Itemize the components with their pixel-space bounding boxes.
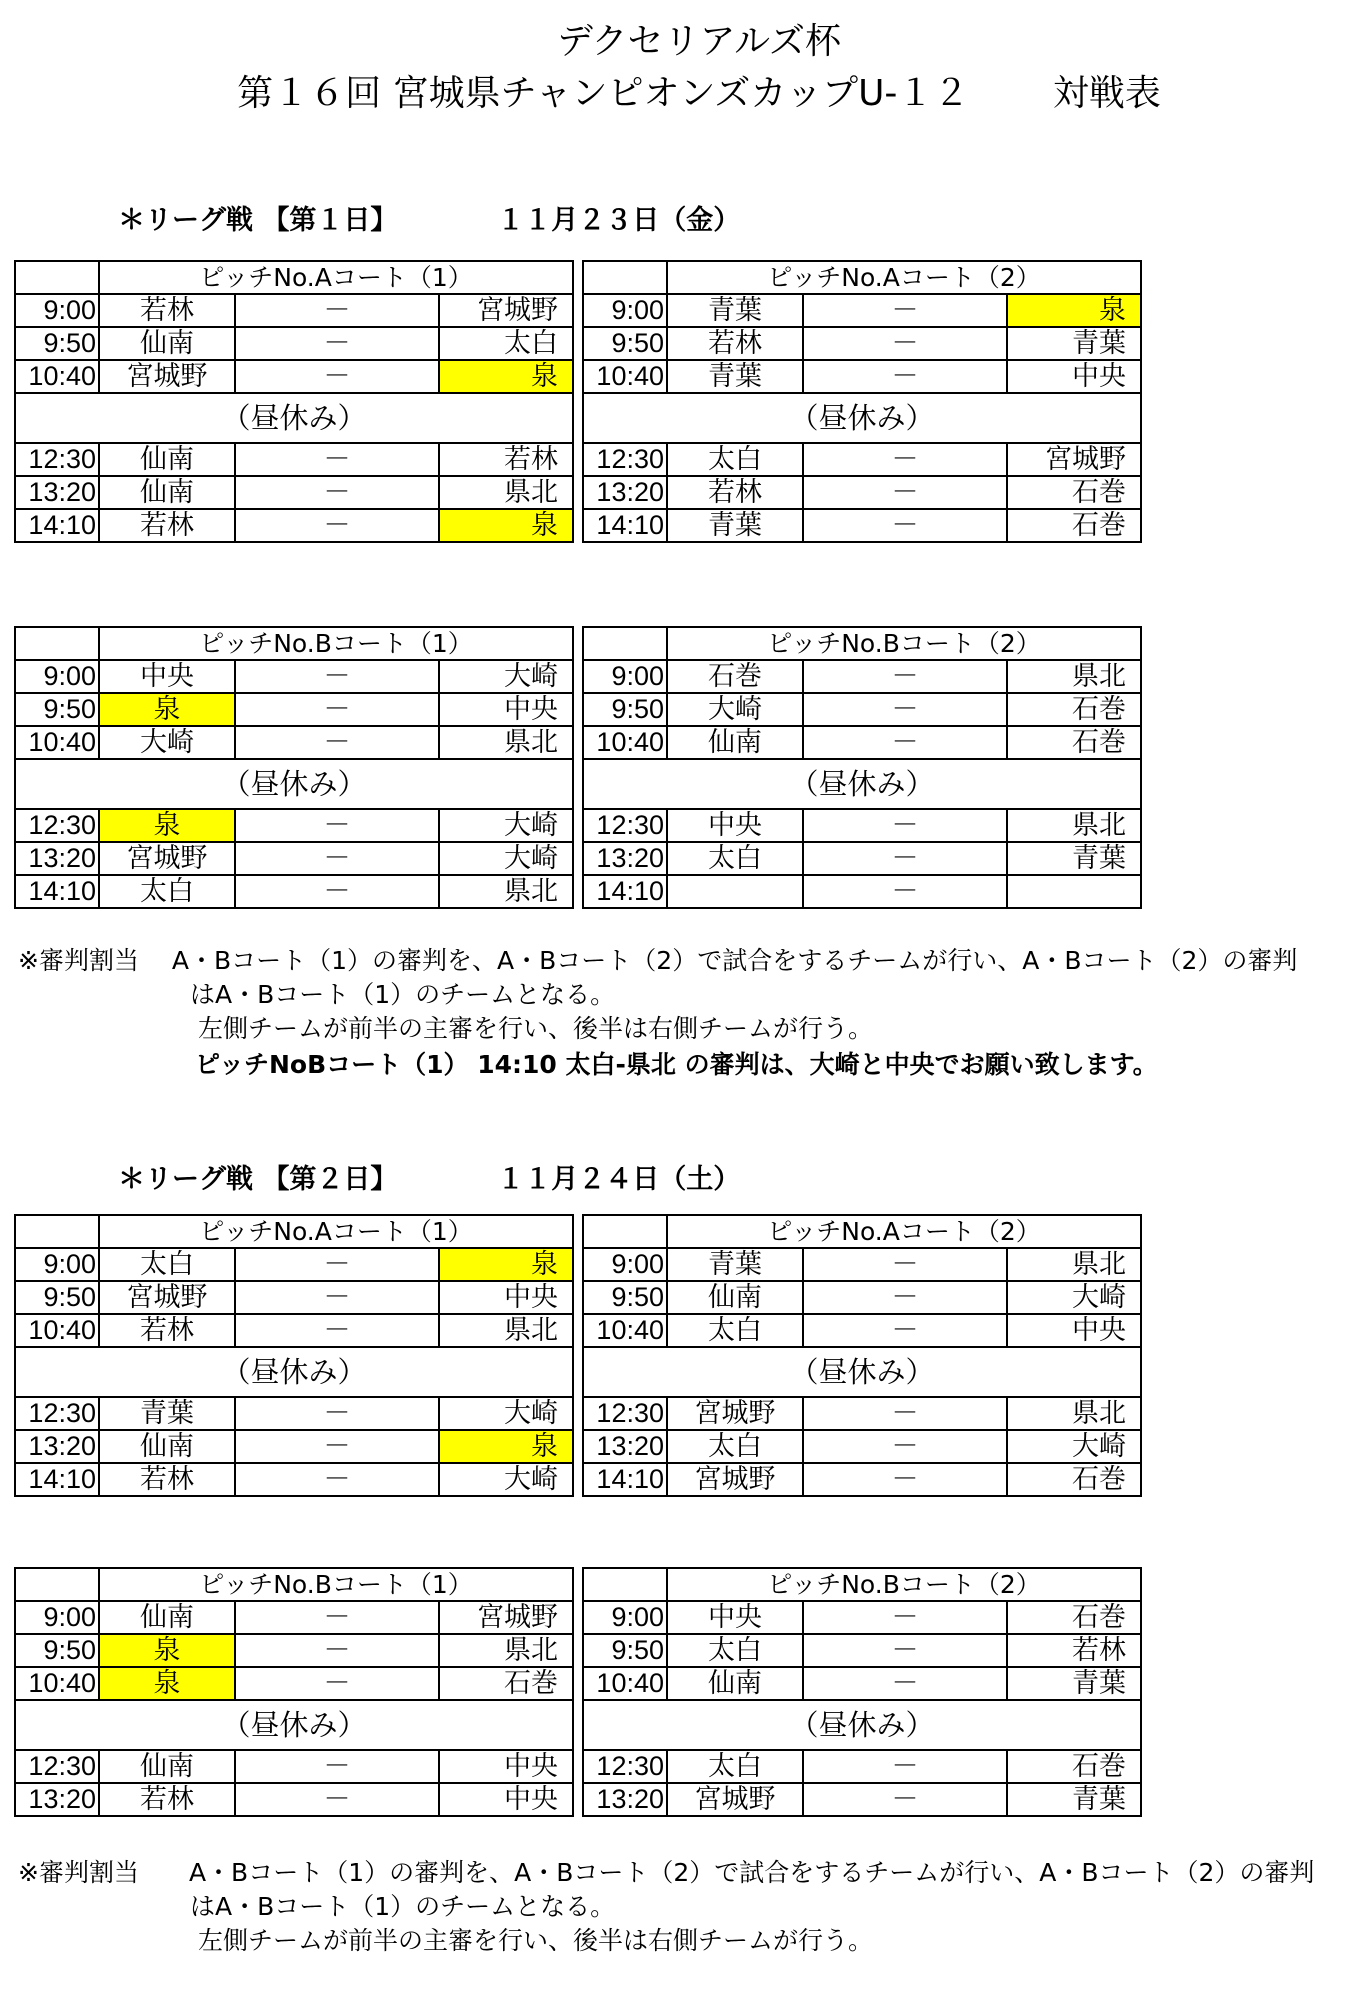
lunch-break-label: （昼休み） [583,1347,1141,1397]
table-row [15,842,573,875]
home-team: 仙南 [99,1750,235,1783]
table-header-row [15,261,573,294]
away-team: 泉 [1007,294,1141,327]
home-team: 中央 [667,1601,803,1634]
table-row [15,327,573,360]
versus-dash: － [803,476,1007,509]
table-row [583,1601,1141,1634]
table-row [15,809,573,842]
day2-header: ＊リーグ戦 【第２日】 １１月２４日（土） [118,1164,741,1195]
home-team: 大崎 [667,693,803,726]
away-team: 青葉 [1007,1667,1141,1700]
home-team: 中央 [667,809,803,842]
away-team: 大崎 [439,809,573,842]
home-team: 泉 [99,693,235,726]
home-team: 太白 [99,875,235,908]
table-row [583,875,1141,908]
away-team: 大崎 [439,1397,573,1430]
away-team: 県北 [439,1634,573,1667]
home-team: 石巻 [667,660,803,693]
table-row [583,327,1141,360]
versus-dash: － [803,842,1007,875]
away-team: 石巻 [1007,509,1141,542]
table-row [583,1314,1141,1347]
home-team: 青葉 [667,360,803,393]
home-team: 仙南 [667,1667,803,1700]
match-time: 14:10 [583,1463,667,1496]
away-team: 中央 [439,1750,573,1783]
versus-dash: － [803,726,1007,759]
table-row [15,1430,573,1463]
day1-note-2: はA・Bコート（1）のチームとなる。 [190,980,616,1009]
home-team: 宮城野 [99,1281,235,1314]
home-team: 仙南 [667,726,803,759]
header-blank [15,1568,99,1601]
home-team: 泉 [99,809,235,842]
table-row [15,443,573,476]
match-time: 13:20 [583,1783,667,1816]
home-team: 仙南 [99,1430,235,1463]
match-time: 9:00 [15,294,99,327]
away-team: 中央 [1007,360,1141,393]
table-header-row [15,627,573,660]
table-row [583,1667,1141,1700]
versus-dash: － [803,1750,1007,1783]
header-blank [15,1215,99,1248]
home-team: 太白 [667,1750,803,1783]
table-row [15,1634,573,1667]
versus-dash: － [803,1601,1007,1634]
lunch-break-label: （昼休み） [583,393,1141,443]
away-team: 大崎 [1007,1281,1141,1314]
away-team: 泉 [439,1430,573,1463]
lunch-row [15,1700,573,1750]
table-row [583,1430,1141,1463]
match-table-day1-1 [14,260,574,543]
away-team: 宮城野 [439,1601,573,1634]
match-table-day1-4 [582,626,1142,909]
versus-dash: － [803,809,1007,842]
match-table-day2-2 [582,1214,1142,1497]
day1-note-4: ピッチNoBコート（1） 14:10 太白-県北 の審判は、大崎と中央でお願い致します。 [195,1050,1158,1079]
lunch-row [15,393,573,443]
match-table-day2-4 [582,1567,1142,1817]
versus-dash: － [235,294,439,327]
away-team: 県北 [439,875,573,908]
match-time: 12:30 [583,1397,667,1430]
match-time: 12:30 [15,809,99,842]
versus-dash: － [803,693,1007,726]
match-time: 9:00 [583,294,667,327]
home-team: 太白 [667,1634,803,1667]
home-team: 若林 [667,476,803,509]
match-time: 10:40 [15,360,99,393]
match-time: 9:00 [583,1248,667,1281]
home-team: 仙南 [99,476,235,509]
title-line-2: 第１６回 宮城県チャンピオンズカップU-１２ 対戦表 [237,73,1161,114]
away-team: 中央 [439,1281,573,1314]
match-time: 13:20 [583,476,667,509]
home-team: 若林 [99,1314,235,1347]
pitch-title: ピッチNo.Bコート（1） [99,627,573,660]
table-row [15,875,573,908]
home-team: 若林 [99,509,235,542]
table-header-row [15,1568,573,1601]
lunch-break-label: （昼休み） [15,1347,573,1397]
match-table-day2-1 [14,1214,574,1497]
home-team: 宮城野 [667,1397,803,1430]
versus-dash: － [235,1750,439,1783]
pitch-title: ピッチNo.Bコート（1） [99,1568,573,1601]
table-row [15,693,573,726]
home-team: 太白 [99,1248,235,1281]
away-team: 石巻 [1007,693,1141,726]
lunch-break-label: （昼休み） [583,1700,1141,1750]
match-time: 12:30 [15,1397,99,1430]
home-team: 太白 [667,842,803,875]
day1-note-3: 左側チームが前半の主審を行い、後半は右側チームが行う。 [190,1014,873,1043]
away-team: 青葉 [1007,327,1141,360]
versus-dash: － [803,875,1007,908]
versus-dash: － [235,1281,439,1314]
table-row [583,660,1141,693]
table-row [15,660,573,693]
table-row [15,1783,573,1816]
versus-dash: － [235,1430,439,1463]
match-time: 13:20 [15,1430,99,1463]
match-time: 9:00 [583,660,667,693]
home-team: 青葉 [667,1248,803,1281]
versus-dash: － [803,1281,1007,1314]
table-row [15,1248,573,1281]
table-row [15,1463,573,1496]
away-team: 県北 [439,476,573,509]
home-team [667,875,803,908]
away-team: 中央 [439,693,573,726]
table-row [583,509,1141,542]
day2-note-3: 左側チームが前半の主審を行い、後半は右側チームが行う。 [190,1926,873,1955]
away-team: 県北 [1007,1397,1141,1430]
header-blank [583,261,667,294]
match-time: 9:00 [583,1601,667,1634]
home-team: 仙南 [99,443,235,476]
versus-dash: － [235,1634,439,1667]
away-team: 石巻 [1007,1463,1141,1496]
home-team: 仙南 [667,1281,803,1314]
home-team: 仙南 [99,1601,235,1634]
home-team: 宮城野 [99,842,235,875]
away-team: 県北 [1007,1248,1141,1281]
match-time: 10:40 [583,1667,667,1700]
match-table-day2-3 [14,1567,574,1817]
home-team: 宮城野 [99,360,235,393]
away-team: 泉 [439,509,573,542]
versus-dash: － [235,875,439,908]
away-team: 石巻 [1007,1750,1141,1783]
table-row [15,1281,573,1314]
table-row [583,1397,1141,1430]
pitch-title: ピッチNo.Bコート（2） [667,627,1141,660]
match-time: 9:50 [15,693,99,726]
versus-dash: － [235,1397,439,1430]
pitch-title: ピッチNo.Bコート（2） [667,1568,1141,1601]
away-team: 中央 [1007,1314,1141,1347]
table-row [15,726,573,759]
match-time: 14:10 [15,1463,99,1496]
table-header-row [583,1215,1141,1248]
match-time: 10:40 [15,726,99,759]
match-time: 14:10 [15,875,99,908]
home-team: 泉 [99,1667,235,1700]
pitch-title: ピッチNo.Aコート（2） [667,1215,1141,1248]
versus-dash: － [235,1667,439,1700]
match-time: 14:10 [583,509,667,542]
versus-dash: － [803,1634,1007,1667]
away-team: 石巻 [1007,476,1141,509]
lunch-row [15,759,573,809]
versus-dash: － [803,1397,1007,1430]
home-team: 若林 [99,1783,235,1816]
home-team: 青葉 [667,509,803,542]
table-row [583,294,1141,327]
home-team: 大崎 [99,726,235,759]
versus-dash: － [803,509,1007,542]
versus-dash: － [235,476,439,509]
match-time: 10:40 [15,1667,99,1700]
home-team: 中央 [99,660,235,693]
home-team: 青葉 [99,1397,235,1430]
home-team: 若林 [667,327,803,360]
versus-dash: － [803,294,1007,327]
table-header-row [583,627,1141,660]
table-row [583,1281,1141,1314]
versus-dash: － [803,1463,1007,1496]
versus-dash: － [235,327,439,360]
table-row [583,809,1141,842]
match-time: 13:20 [583,842,667,875]
table-row [15,476,573,509]
table-row [15,360,573,393]
table-header-row [15,1215,573,1248]
away-team: 若林 [439,443,573,476]
versus-dash: － [803,1667,1007,1700]
away-team: 大崎 [439,842,573,875]
away-team: 太白 [439,327,573,360]
table-row [15,1750,573,1783]
table-header-row [583,1568,1141,1601]
match-time: 9:50 [15,1634,99,1667]
lunch-row [15,1347,573,1397]
match-time: 9:50 [15,1281,99,1314]
match-time: 9:50 [583,693,667,726]
home-team: 若林 [99,294,235,327]
match-time: 13:20 [583,1430,667,1463]
versus-dash: － [803,1314,1007,1347]
home-team: 太白 [667,443,803,476]
match-time: 9:00 [15,1601,99,1634]
match-time: 12:30 [583,443,667,476]
away-team: 若林 [1007,1634,1141,1667]
lunch-row [583,759,1141,809]
table-row [15,1314,573,1347]
match-time: 12:30 [583,809,667,842]
table-row [583,1750,1141,1783]
match-time: 13:20 [15,1783,99,1816]
table-row [15,294,573,327]
versus-dash: － [235,1783,439,1816]
away-team: 県北 [439,726,573,759]
home-team: 若林 [99,1463,235,1496]
match-time: 13:20 [15,476,99,509]
away-team: 県北 [1007,809,1141,842]
header-blank [15,627,99,660]
table-row [15,509,573,542]
match-time: 10:40 [583,360,667,393]
home-team: 泉 [99,1634,235,1667]
home-team: 宮城野 [667,1783,803,1816]
match-time: 12:30 [15,1750,99,1783]
versus-dash: － [235,842,439,875]
match-time: 9:50 [583,1634,667,1667]
table-row [15,1397,573,1430]
table-row [583,842,1141,875]
away-team: 石巻 [1007,726,1141,759]
lunch-break-label: （昼休み） [15,759,573,809]
match-time: 12:30 [583,1750,667,1783]
table-row [583,726,1141,759]
header-blank [583,627,667,660]
day1-header: ＊リーグ戦 【第１日】 １１月２３日（金） [118,205,741,236]
versus-dash: － [235,1314,439,1347]
match-time: 10:40 [15,1314,99,1347]
header-blank [583,1568,667,1601]
away-team: 大崎 [1007,1430,1141,1463]
match-table-day1-3 [14,626,574,909]
versus-dash: － [235,660,439,693]
home-team: 青葉 [667,294,803,327]
away-team: 宮城野 [439,294,573,327]
match-time: 10:40 [583,1314,667,1347]
day2-note-1: ※審判割当 A・Bコート（1）の審判を、A・Bコート（2）で試合をするチームが行い、A・Bコート（2）の審判 [18,1858,1315,1887]
versus-dash: － [235,726,439,759]
away-team: 中央 [439,1783,573,1816]
lunch-break-label: （昼休み） [15,393,573,443]
home-team: 仙南 [99,327,235,360]
versus-dash: － [803,1430,1007,1463]
versus-dash: － [235,809,439,842]
match-time: 9:50 [583,1281,667,1314]
match-time: 9:00 [15,660,99,693]
match-time: 9:50 [15,327,99,360]
match-time: 10:40 [583,726,667,759]
versus-dash: － [235,1601,439,1634]
table-header-row [583,261,1141,294]
lunch-row [583,1347,1141,1397]
match-time: 14:10 [583,875,667,908]
table-row [583,1783,1141,1816]
day2-note-2: はA・Bコート（1）のチームとなる。 [190,1892,616,1921]
table-row [583,443,1141,476]
table-row [583,1248,1141,1281]
table-row [583,693,1141,726]
away-team: 大崎 [439,1463,573,1496]
away-team: 大崎 [439,660,573,693]
header-blank [583,1215,667,1248]
versus-dash: － [803,660,1007,693]
versus-dash: － [803,1783,1007,1816]
away-team: 泉 [439,360,573,393]
title-line-1: デクセリアルズ杯 [556,21,842,62]
table-row [15,1667,573,1700]
home-team: 太白 [667,1430,803,1463]
away-team: 泉 [439,1248,573,1281]
versus-dash: － [235,1248,439,1281]
lunch-break-label: （昼休み） [583,759,1141,809]
table-row [583,476,1141,509]
versus-dash: － [803,443,1007,476]
pitch-title: ピッチNo.Aコート（1） [99,1215,573,1248]
away-team [1007,875,1141,908]
versus-dash: － [803,327,1007,360]
match-time: 9:00 [15,1248,99,1281]
day1-note-1: ※審判割当 A・Bコート（1）の審判を、A・Bコート（2）で試合をするチームが行い、A・Bコート（2）の審判 [18,946,1298,975]
pitch-title: ピッチNo.Aコート（2） [667,261,1141,294]
versus-dash: － [235,509,439,542]
away-team: 県北 [1007,660,1141,693]
lunch-break-label: （昼休み） [15,1700,573,1750]
away-team: 宮城野 [1007,443,1141,476]
table-row [15,1601,573,1634]
pitch-title: ピッチNo.Aコート（1） [99,261,573,294]
header-blank [15,261,99,294]
home-team: 太白 [667,1314,803,1347]
match-time: 9:50 [583,327,667,360]
away-team: 青葉 [1007,842,1141,875]
match-time: 13:20 [15,842,99,875]
lunch-row [583,1700,1141,1750]
away-team: 石巻 [439,1667,573,1700]
versus-dash: － [803,1248,1007,1281]
versus-dash: － [235,693,439,726]
table-row [583,1634,1141,1667]
versus-dash: － [235,360,439,393]
match-time: 14:10 [15,509,99,542]
versus-dash: － [235,443,439,476]
versus-dash: － [235,1463,439,1496]
match-time: 12:30 [15,443,99,476]
home-team: 宮城野 [667,1463,803,1496]
versus-dash: － [803,360,1007,393]
away-team: 石巻 [1007,1601,1141,1634]
lunch-row [583,393,1141,443]
match-table-day1-2 [582,260,1142,543]
away-team: 青葉 [1007,1783,1141,1816]
away-team: 県北 [439,1314,573,1347]
table-row [583,360,1141,393]
table-row [583,1463,1141,1496]
